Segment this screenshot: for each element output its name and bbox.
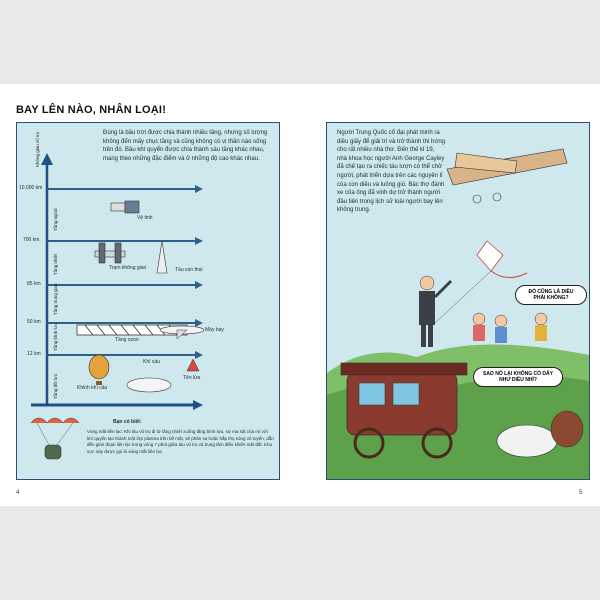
layer-thermosphere: Tầng nhiệt <box>53 253 58 275</box>
layer-mesosphere: Tầng trung gian <box>53 283 58 315</box>
did-you-know-title: Bạn có biết: <box>113 419 142 425</box>
parachute-capsule-illustration <box>31 418 79 459</box>
rocket-illustration <box>187 359 199 371</box>
layer-stratosphere: Tầng bình lưu <box>53 322 58 351</box>
altitude-10000: 10.000 km <box>19 185 43 191</box>
layer-troposphere: Tầng đối lưu <box>53 373 58 399</box>
page-title: BAY LÊN NÀO, NHÂN LOẠI! <box>16 104 167 116</box>
history-text: Người Trung Quốc cổ đại phát minh ra diều giấy để giải trí và trở thành thi hứng cho rất nhiều nhà thơ. Đến thế kỉ 19, nhà khoa học người Anh George Cayley đã chế tạo ra chiếc tàu lượn có thể chở người, phát triển dựa trên các nguyên lí của con diều và luồng gió. Bác thợ đánh xe của ông đã vinh dự trở thành người đầu tiên trong lịch sử loài người bay lên không trung. <box>337 130 446 214</box>
speech-bubble-2: SAO NÓ LẠI KHÔNG CÓ DÂY NHƯ DIỀU NHỈ? <box>473 367 563 387</box>
satellite-illustration <box>111 201 139 213</box>
did-you-know-text: Vùng mất liên lạc: Khi tàu vũ trụ đi từ tầng nhiệt xuống tầng bình lưu, sự ma sát của nó với khí quyển tạo thành một lớp plasma trên bề mặt, sẽ phản xạ hoặc hấp thụ sóng vô tuyến, dẫn đến gián đoạn liên lạc trong vòng 7 phút giữa tàu vũ trụ và trung tâm điều khiển mặt đất. Khu vực này được gọi là vùng mất liên lạc. <box>87 429 274 454</box>
altitude-50: 50 km <box>27 319 41 325</box>
label-ozone: Tầng ozon <box>115 337 139 343</box>
right-panel <box>326 122 590 480</box>
label-hot-air-balloon: Khinh khí cầu <box>77 385 108 391</box>
label-satellite: Vệ tinh <box>137 215 153 221</box>
label-space-station: Trạm không gian <box>109 265 147 271</box>
space-station-illustration <box>95 243 125 263</box>
airship-illustration <box>127 378 171 392</box>
hot-air-balloon-illustration <box>89 355 109 385</box>
layer-space: Không gian vũ trụ <box>35 131 40 167</box>
left-panel <box>16 122 280 480</box>
altitude-85: 85 km <box>27 281 41 287</box>
altitude-700: 700 km <box>23 237 40 243</box>
page-number-right: 5 <box>579 490 583 496</box>
children-illustration <box>473 313 547 343</box>
airplane-illustration <box>160 326 204 339</box>
label-airship: Khí cầu <box>143 359 160 365</box>
page-number-left: 4 <box>16 490 20 496</box>
intro-text: Đúng là bầu trời được chia thành nhiều tầng, nhưng số lượng không đến mấy chục tầng và cũng không có vị thần nào sống trên đó. Bầu khí quyển được chia thành sáu tầng khác nhau, mang theo những đặc điểm và ở những độ cao khác nhau. <box>103 130 268 162</box>
label-airplane: Máy bay <box>205 327 224 333</box>
shuttle-illustration <box>157 241 167 273</box>
man-illustration <box>419 276 451 347</box>
label-rocket: Tên lửa <box>183 375 201 381</box>
speech-bubble-1: ĐÓ CŨNG LÀ DIỀU PHẢI KHÔNG? <box>515 285 587 305</box>
altitude-12: 12 km <box>27 351 41 357</box>
glider-illustration <box>447 149 567 203</box>
label-shuttle: Tàu con thoi <box>175 267 203 273</box>
layer-exosphere: Tầng ngoài <box>53 208 58 231</box>
